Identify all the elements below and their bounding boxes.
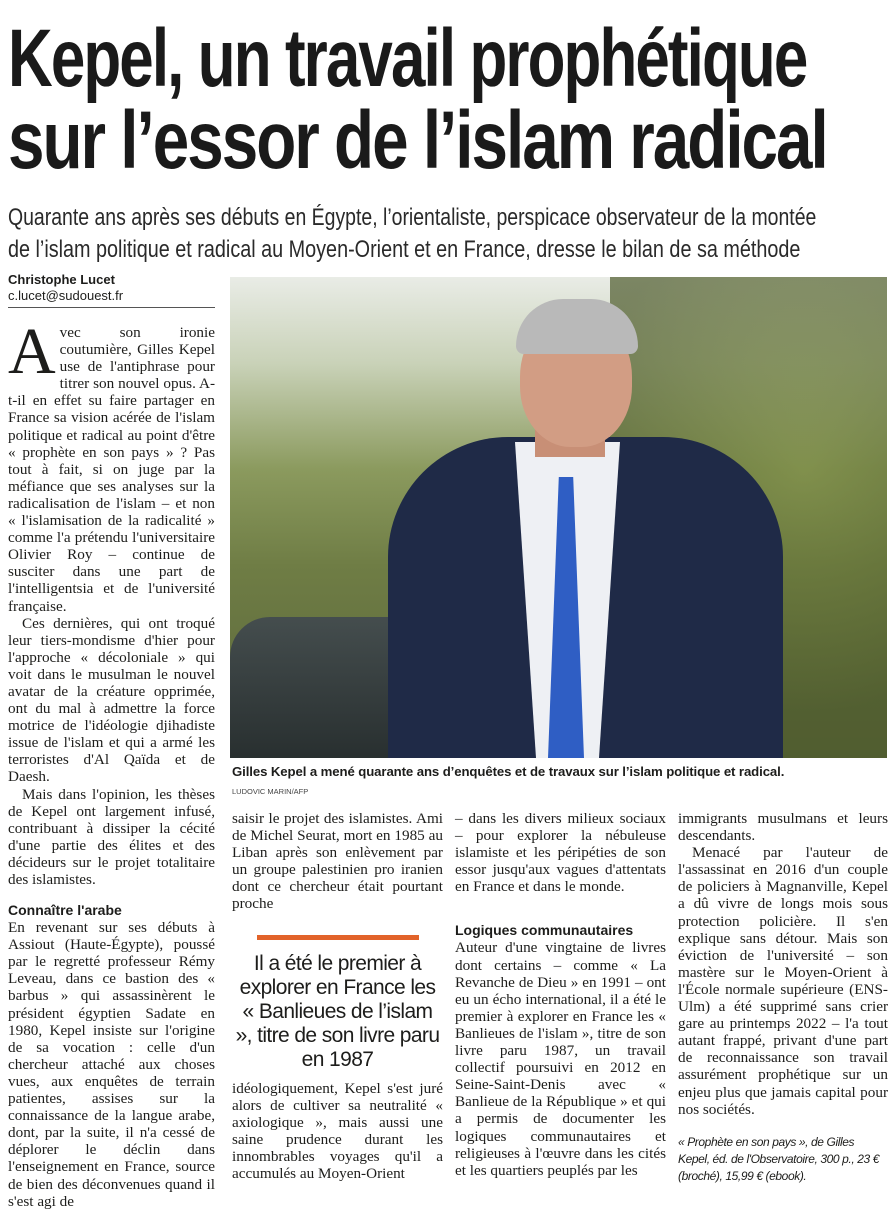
- article-column-4: [678, 810, 888, 1185]
- paragraph: idéologiquement, Kepel s'est juré alors de cultiver sa neutralité « axiologique », mais aussi une saine prudence durant les innombrables voyages qu'il a accumulés au Moyen-Orient: [232, 1079, 443, 1183]
- headline-line-2: sur l’essor de l’islam radical: [8, 95, 827, 186]
- subtitle-line-2: de l’islam politique et radical au Moyen-Orient et en France, dresse le bilan de sa méthode: [8, 236, 801, 263]
- author-name: Christophe Lucet: [8, 272, 115, 287]
- section-heading: Logiques communautaires: [455, 922, 634, 939]
- paragraph: – dans les divers milieux sociaux – pour explorer la nébuleuse islamiste et les péripéties de son essor jusqu'aux vagues d'attentats en France et dans le monde.: [455, 810, 666, 896]
- byline: [8, 272, 215, 308]
- headline-line-1: Kepel, un travail prophétique: [8, 13, 807, 104]
- pull-quote-text: Il a été le premier à explorer en France les « Banlieues de l’islam », titre de son livre paru en 1987: [235, 951, 440, 1071]
- subtitle-line-1: Quarante ans après ses débuts en Égypte, l’orientaliste, perspicace observateur de la montée: [8, 204, 817, 231]
- paragraph: Ces dernières, qui ont troqué leur tiers-mondisme d'hier pour l'approche « décoloniale » qui voit dans le musulman le nouvel avatar de la créature opprimée, ont du mal à admettre la force motrice de l'idéologie djihadiste issue de l'islam et qui a armé les terroristes d'Al Qaïda et de Daesh.: [8, 614, 215, 786]
- paragraph: immigrants musulmans et leurs descendants.: [678, 810, 888, 845]
- author-email[interactable]: c.lucet@sudouest.fr: [8, 288, 124, 303]
- paragraph: Mais dans l'opinion, les thèses de Kepel ont largement infusé, contribuant à dissiper la cécité d'une partie des élites et des décideurs sur le projet totalitaire des islamistes.: [8, 785, 215, 888]
- paragraph: Menacé par l'auteur de l'assassinat en 2016 d'un couple de policiers à Magnanville, Kepel a dû vivre de longs mois sous protection policière. Il s'en explique sans détour. Mais son éviction de l'université – son mastère sur le Moyen-Orient à l'École normale supérieure (ENS-Ulm) a été supprimé sans crier gare au printemps 2022 – l'a tout autant frappé, privant d'une part de reconnaissance son travail assurément prophétique sur un enjeu plus que jamais capital pour nos sociétés.: [678, 844, 888, 1118]
- section-heading: Connaître l'arabe: [8, 902, 122, 919]
- pull-quote: [232, 935, 443, 1072]
- subtitle: [0, 200, 892, 270]
- paragraph: En revenant sur ses débuts à Assiout (Haute-Égypte), poussé par le regretté professeur Rémy Leveau, dans ce bastion des « barbus » qui assassinèrent le président égyptien Sadate en 1980, Kepel insiste sur l'origine de sa vocation : celle d'un chercheur attaché aux choses vues, aux enquêtes de terrain patientes, assises sur la connaissance de la langue arabe, dont, par la suite, il n'a cessé de déplorer le déclin dans l'enseignement en France, source de bien des déconvenues quand il s'est agi de: [8, 919, 215, 1210]
- paragraph: saisir le projet des islamistes. Ami de Michel Seurat, mort en 1985 au Liban après son enlèvement par un groupe palestinien pro iranien dont ce chercheur était pourtant proche: [232, 810, 443, 913]
- paragraph-text: vec son ironie coutumière, Gilles Kepel use de l'antiphrase pour titrer son nouvel opus. A-t-il en effet su faire partager en France sa vision acérée de l'islam politique et radical au point d'être « prophète en son pays » ? Pas tout à fait, si on juge par la méfiance que ses analyses sur la radicalisation de l'islam – et non « l'islamisation de la radicalité » comme l'a prétendu l'universitaire Olivier Roy – continue de susciter dans une part de l'intelligentsia et de l'université française.: [8, 324, 215, 615]
- paragraph: Auteur d'une vingtaine de livres dont certains – comme « La Revanche de Dieu » en 1991 – ont eu un écho international, il a été le premier à explorer en France les « Banlieues de l'islam », titre de son livre paru 1987, un travail collectif poursuivi en 2012 en Seine-Saint-Denis avec « Banlieue de la République » et qui a permis de documenter les logiques communautaires et religieuses à l'œuvre dans les cités et les quartiers peuplés par les: [455, 939, 666, 1179]
- paragraph: [8, 315, 215, 615]
- article-column-1: [8, 315, 215, 1210]
- article-column-3: [455, 810, 666, 1179]
- book-info: « Prophète en son pays », de Gilles Kepel, éd. de l'Observatoire, 300 p., 23 € (broché), 15,99 € (ebook).: [678, 1134, 879, 1183]
- headline: [0, 0, 892, 190]
- pull-quote-accent-bar: [257, 935, 419, 940]
- article-column-2: [232, 810, 443, 1182]
- photo-credit: LUDOVIC MARIN/AFP: [232, 787, 309, 796]
- photo-caption: Gilles Kepel a mené quarante ans d’enquêtes et de travaux sur l’islam politique et radical.: [232, 764, 785, 779]
- drop-cap: A: [8, 315, 56, 388]
- article-photo: [230, 277, 887, 758]
